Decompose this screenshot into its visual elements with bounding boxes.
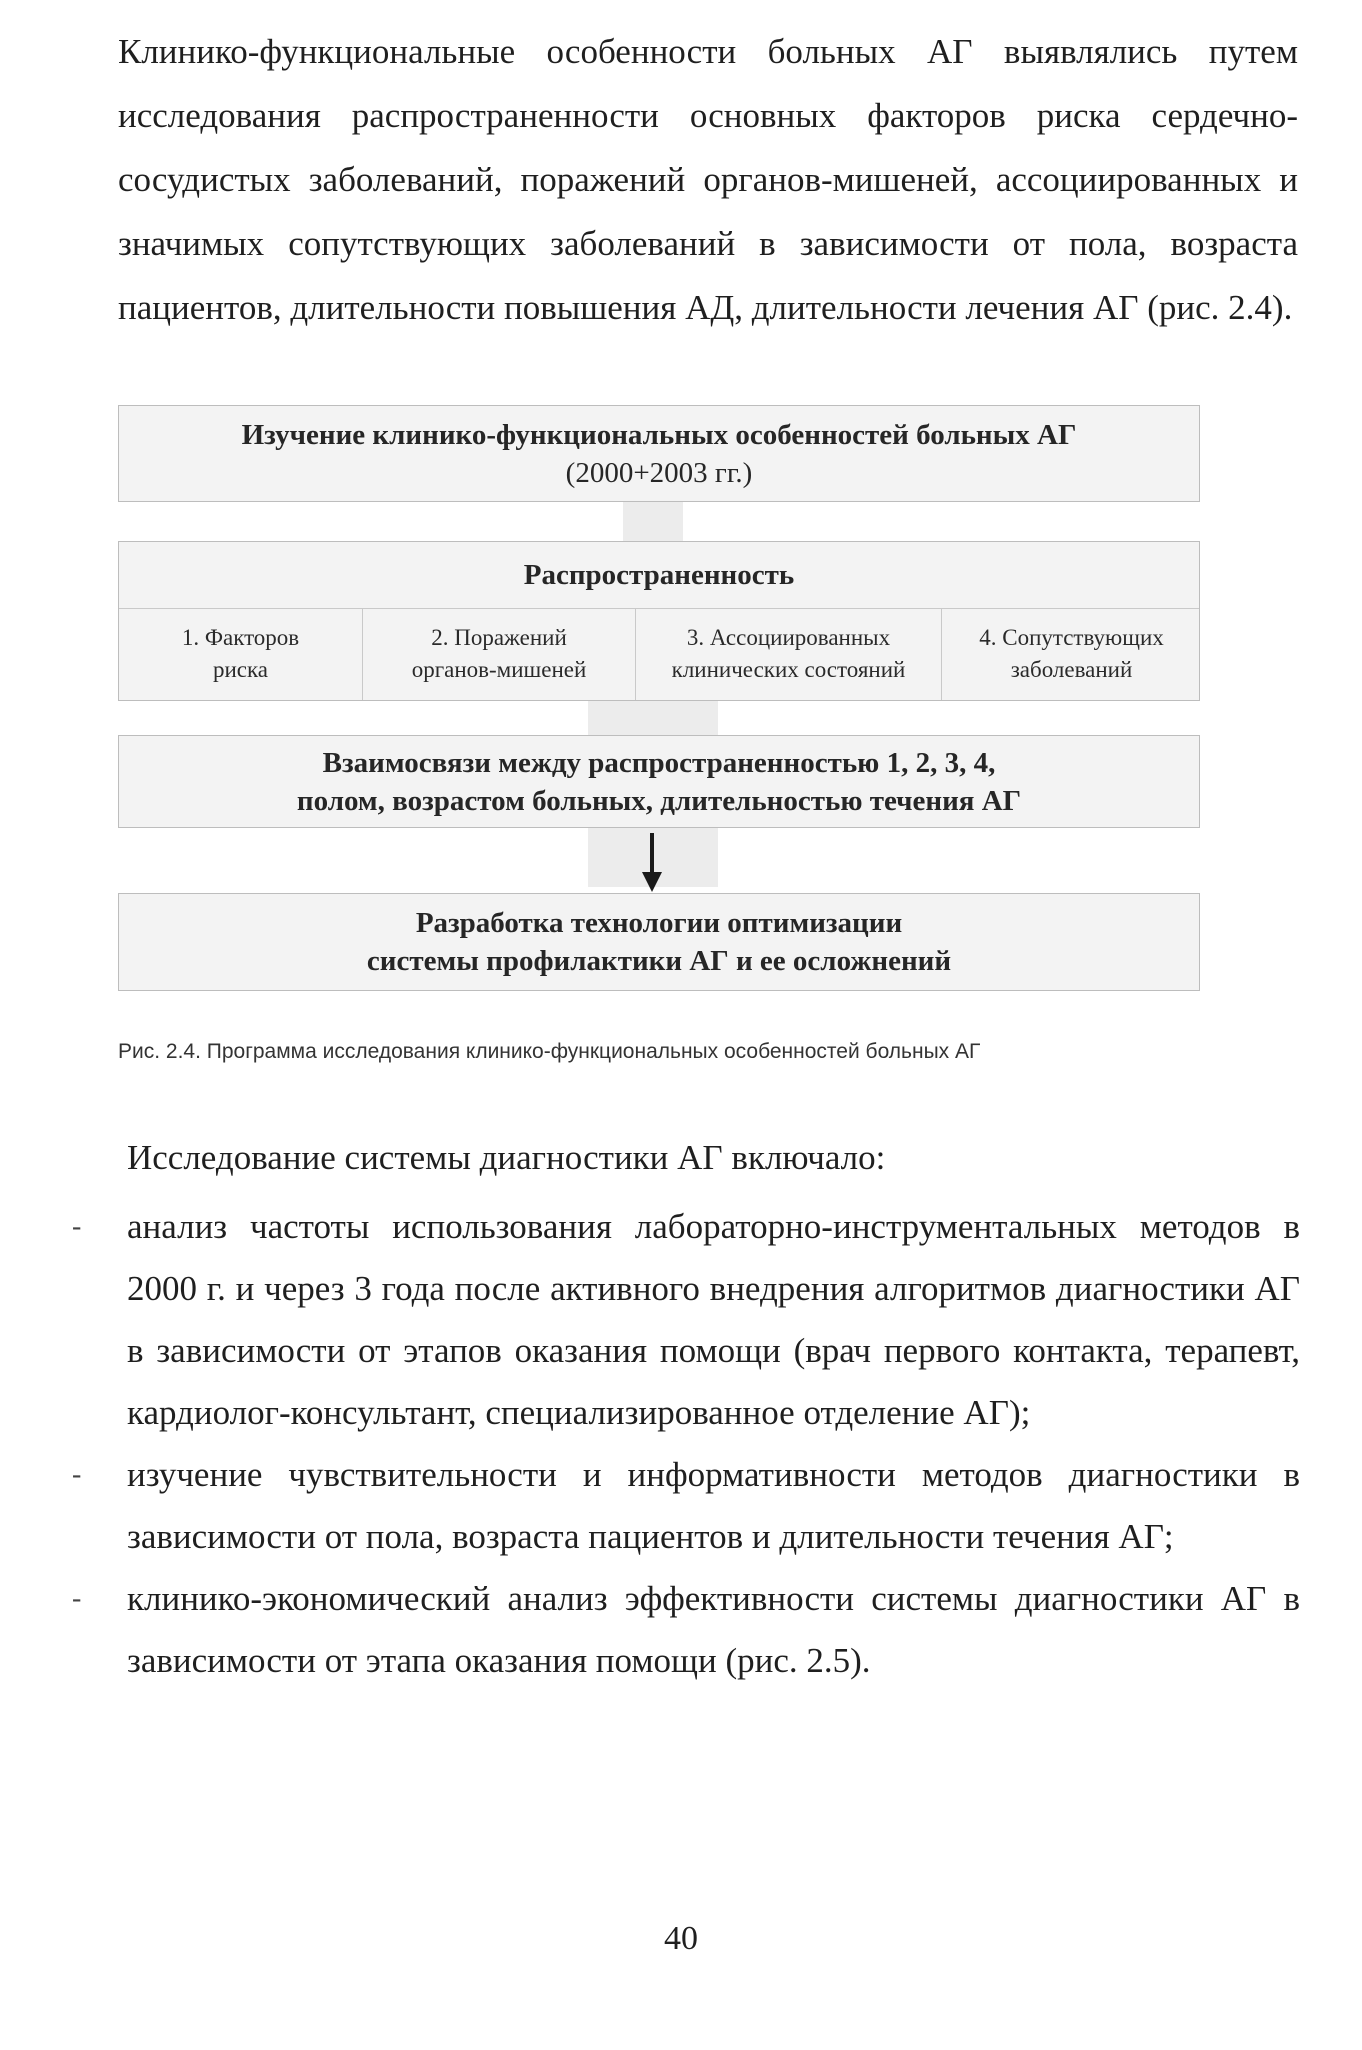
bullet-marker: -	[72, 1459, 82, 1490]
relations-box-line2: полом, возрастом больных, длительностью течения АГ	[296, 784, 1022, 817]
prevalence-title: Распространенность	[119, 542, 1199, 609]
intro-paragraph: Клинико-функциональные особенности больных АГ выявлялись путем исследования распространенности основных факторов риска сердечно-сосудистых заболеваний, поражений органов-мишеней, ассоциированных и значимых сопутствующих заболеваний в зависимости от пола, возраста пациентов, длительности повышения АД, длительности лечения АГ (рис. 2.4).	[118, 32, 1298, 327]
bullet-marker: -	[72, 1583, 82, 1614]
relations-box	[118, 735, 1200, 828]
list-item-text: изучение чувствительности и информативности методов диагностики в зависимости от пола, возраста пациентов и длительности течения АГ;	[127, 1455, 1300, 1556]
list-lead: Исследование системы диагностики АГ включало:	[127, 1138, 886, 1177]
prevalence-cell-target-organs	[363, 608, 636, 700]
list-item	[60, 1444, 1300, 1568]
arrow-down-icon	[642, 872, 662, 892]
top-box-line2: (2000+2003 гг.)	[565, 456, 753, 489]
cell-1-line2: риска	[212, 657, 269, 682]
research-program-diagram	[118, 405, 1200, 1005]
list-item	[60, 1568, 1300, 1692]
prevalence-cells	[119, 608, 1199, 700]
bottom-box	[118, 893, 1200, 991]
top-box-line1: Изучение клинико-функциональных особенностей больных АГ	[241, 418, 1077, 451]
bottom-box-line2: системы профилактики АГ и ее осложнений	[366, 945, 952, 977]
list-item	[60, 1196, 1300, 1444]
bullet-marker: -	[72, 1211, 82, 1242]
top-box	[118, 405, 1200, 502]
figure-caption: Рис. 2.4. Программа исследования клинико-функциональных особенностей больных АГ	[118, 1040, 981, 1063]
prevalence-cell-associated-conditions	[636, 608, 942, 700]
prevalence-cell-risk-factors	[119, 608, 363, 700]
cell-1-line1: 1. Факторов	[181, 625, 300, 650]
page-number: 40	[664, 1920, 698, 1957]
cell-2-line1: 2. Поражений	[431, 625, 567, 650]
cell-4-line2: заболеваний	[1010, 657, 1133, 682]
list-item-text: клинико-экономический анализ эффективности системы диагностики АГ в зависимости от этапа оказания помощи (рис. 2.5).	[127, 1579, 1300, 1680]
prevalence-group	[118, 541, 1200, 701]
cell-3-line1: 3. Ассоциированных	[686, 625, 891, 650]
relations-box-line1: Взаимосвязи между распространенностью 1, 2, 3, 4,	[322, 746, 996, 779]
cell-3-line2: клинических состояний	[671, 657, 906, 682]
cell-2-line2: органов-мишеней	[411, 657, 587, 682]
bottom-box-line1: Разработка технологии оптимизации	[415, 907, 903, 939]
list-item-text: анализ частоты использования лабораторно-инструментальных методов в 2000 г. и через 3 года после активного внедрения алгоритмов диагностики АГ в зависимости от этапов оказания помощи (врач первого контакта, терапевт, кардиолог-консультант, специализированное отделение АГ);	[127, 1207, 1300, 1432]
arrow-line	[650, 833, 654, 877]
connector-top	[623, 500, 683, 542]
prevalence-cell-concomitant-diseases	[942, 608, 1201, 700]
diagnostics-list	[60, 1196, 1300, 1692]
cell-4-line1: 4. Сопутствующих	[979, 625, 1164, 650]
connector-middle	[588, 701, 718, 736]
